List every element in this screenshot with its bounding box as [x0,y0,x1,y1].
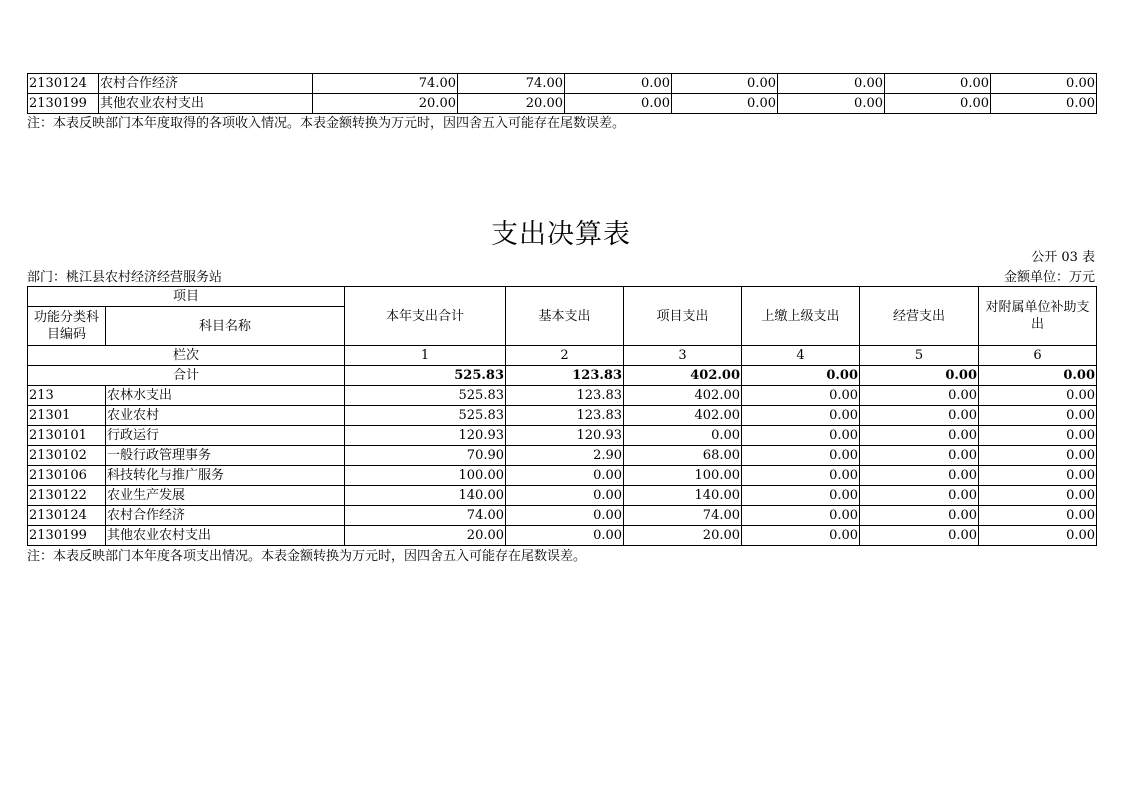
table-row [28,94,1097,114]
subject-name: 农业生产发展 [106,486,345,506]
table-row [28,506,1097,526]
table-row [28,466,1097,486]
amount-cell: 0.00 [991,94,1097,114]
amount-cell: 0.00 [742,526,860,546]
amount-cell: 100.00 [345,466,506,486]
amount-cell: 0.00 [742,426,860,446]
subject-code: 2130124 [28,506,106,526]
column-number: 5 [860,346,979,366]
amount-cell: 0.00 [991,74,1097,94]
total-cell: 0.00 [742,366,860,386]
subject-name: 农村合作经济 [99,74,313,94]
table-row [28,446,1097,466]
amount-cell: 0.00 [979,466,1097,486]
amount-cell: 0.00 [860,446,979,466]
amount-cell: 0.00 [860,526,979,546]
subject-name: 农林水支出 [106,386,345,406]
amount-cell: 123.83 [506,386,624,406]
total-cell: 402.00 [624,366,742,386]
department-label: 部门：桃江县农村经济经营服务站 [27,270,223,285]
page-title: 支出决算表 [491,219,631,250]
total-cell: 525.83 [345,366,506,386]
subject-code: 2130106 [28,466,106,486]
amount-cell: 0.00 [885,74,991,94]
header-row [28,287,1097,307]
header-project: 项目支出 [624,287,742,346]
amount-cell: 70.90 [345,446,506,466]
amount-cell: 140.00 [624,486,742,506]
amount-cell: 0.00 [742,446,860,466]
amount-cell: 0.00 [979,386,1097,406]
column-number: 3 [624,346,742,366]
column-index-row [28,346,1097,366]
amount-cell: 123.83 [506,406,624,426]
subject-code: 2130102 [28,446,106,466]
subject-name: 行政运行 [106,426,345,446]
income-table-continued [27,73,1097,114]
amount-cell: 0.00 [742,466,860,486]
total-label: 合计 [28,366,345,386]
header-basic: 基本支出 [506,287,624,346]
amount-cell: 0.00 [742,386,860,406]
subject-name: 一般行政管理事务 [106,446,345,466]
amount-cell: 20.00 [345,526,506,546]
amount-cell: 0.00 [860,506,979,526]
amount-cell: 0.00 [979,486,1097,506]
amount-cell: 0.00 [506,506,624,526]
amount-cell: 100.00 [624,466,742,486]
subject-name: 其他农业农村支出 [99,94,313,114]
amount-cell: 20.00 [313,94,458,114]
amount-cell: 74.00 [624,506,742,526]
amount-cell: 525.83 [345,406,506,426]
subject-name: 农村合作经济 [106,506,345,526]
total-cell: 123.83 [506,366,624,386]
total-row [28,366,1097,386]
column-number: 6 [979,346,1097,366]
header-func-code: 功能分类科目编码 [28,307,106,346]
amount-cell: 0.00 [565,94,672,114]
header-subsidy: 对附属单位补助支出 [979,287,1097,346]
table-row [28,406,1097,426]
table-row [28,526,1097,546]
amount-cell: 402.00 [624,386,742,406]
amount-unit-label: 金额单位：万元 [1003,270,1095,285]
amount-cell: 0.00 [778,94,885,114]
subject-code: 2130199 [28,526,106,546]
subject-code: 213 [28,386,106,406]
expense-table-note: 注：本表反映部门本年度各项支出情况。本表金额转换为万元时，因四舍五入可能存在尾数误差。 [27,549,587,564]
header-subject-name: 科目名称 [106,307,345,346]
amount-cell: 0.00 [506,486,624,506]
column-number: 2 [506,346,624,366]
column-number: 4 [742,346,860,366]
amount-cell: 74.00 [458,74,565,94]
amount-cell: 0.00 [672,94,778,114]
form-number: 公开 03 表 [1031,250,1095,265]
amount-cell: 0.00 [860,486,979,506]
amount-cell: 0.00 [860,466,979,486]
amount-cell: 20.00 [624,526,742,546]
subject-name: 农业农村 [106,406,345,426]
amount-cell: 74.00 [345,506,506,526]
amount-cell: 0.00 [778,74,885,94]
amount-cell: 0.00 [860,406,979,426]
table-row [28,74,1097,94]
amount-cell: 0.00 [979,406,1097,426]
amount-cell: 0.00 [860,426,979,446]
header-total: 本年支出合计 [345,287,506,346]
income-table-note: 注：本表反映部门本年度取得的各项收入情况。本表金额转换为万元时，因四舍五入可能存在尾数误差。 [27,116,626,131]
header-item: 项目 [28,287,345,307]
amount-cell: 140.00 [345,486,506,506]
amount-cell: 0.00 [979,446,1097,466]
column-number: 1 [345,346,506,366]
amount-cell: 525.83 [345,386,506,406]
subject-code: 21301 [28,406,106,426]
table-row [28,426,1097,446]
amount-cell: 0.00 [506,466,624,486]
amount-cell: 68.00 [624,446,742,466]
amount-cell: 0.00 [979,426,1097,446]
subject-code: 2130199 [28,94,99,114]
amount-cell: 74.00 [313,74,458,94]
subject-name: 科技转化与推广服务 [106,466,345,486]
subject-name: 其他农业农村支出 [106,526,345,546]
subject-code: 2130101 [28,426,106,446]
amount-cell: 0.00 [565,74,672,94]
amount-cell: 402.00 [624,406,742,426]
total-cell: 0.00 [979,366,1097,386]
amount-cell: 0.00 [979,526,1097,546]
subject-code: 2130122 [28,486,106,506]
amount-cell: 20.00 [458,94,565,114]
amount-cell: 0.00 [885,94,991,114]
header-business: 经营支出 [860,287,979,346]
amount-cell: 0.00 [742,506,860,526]
column-label: 栏次 [28,346,345,366]
table-row [28,386,1097,406]
amount-cell: 2.90 [506,446,624,466]
amount-cell: 0.00 [624,426,742,446]
amount-cell: 0.00 [506,526,624,546]
amount-cell: 0.00 [979,506,1097,526]
amount-cell: 0.00 [860,386,979,406]
header-superior: 上缴上级支出 [742,287,860,346]
table-row [28,486,1097,506]
subject-code: 2130124 [28,74,99,94]
expense-table [27,286,1097,546]
total-cell: 0.00 [860,366,979,386]
amount-cell: 120.93 [506,426,624,446]
amount-cell: 120.93 [345,426,506,446]
amount-cell: 0.00 [672,74,778,94]
amount-cell: 0.00 [742,486,860,506]
amount-cell: 0.00 [742,406,860,426]
